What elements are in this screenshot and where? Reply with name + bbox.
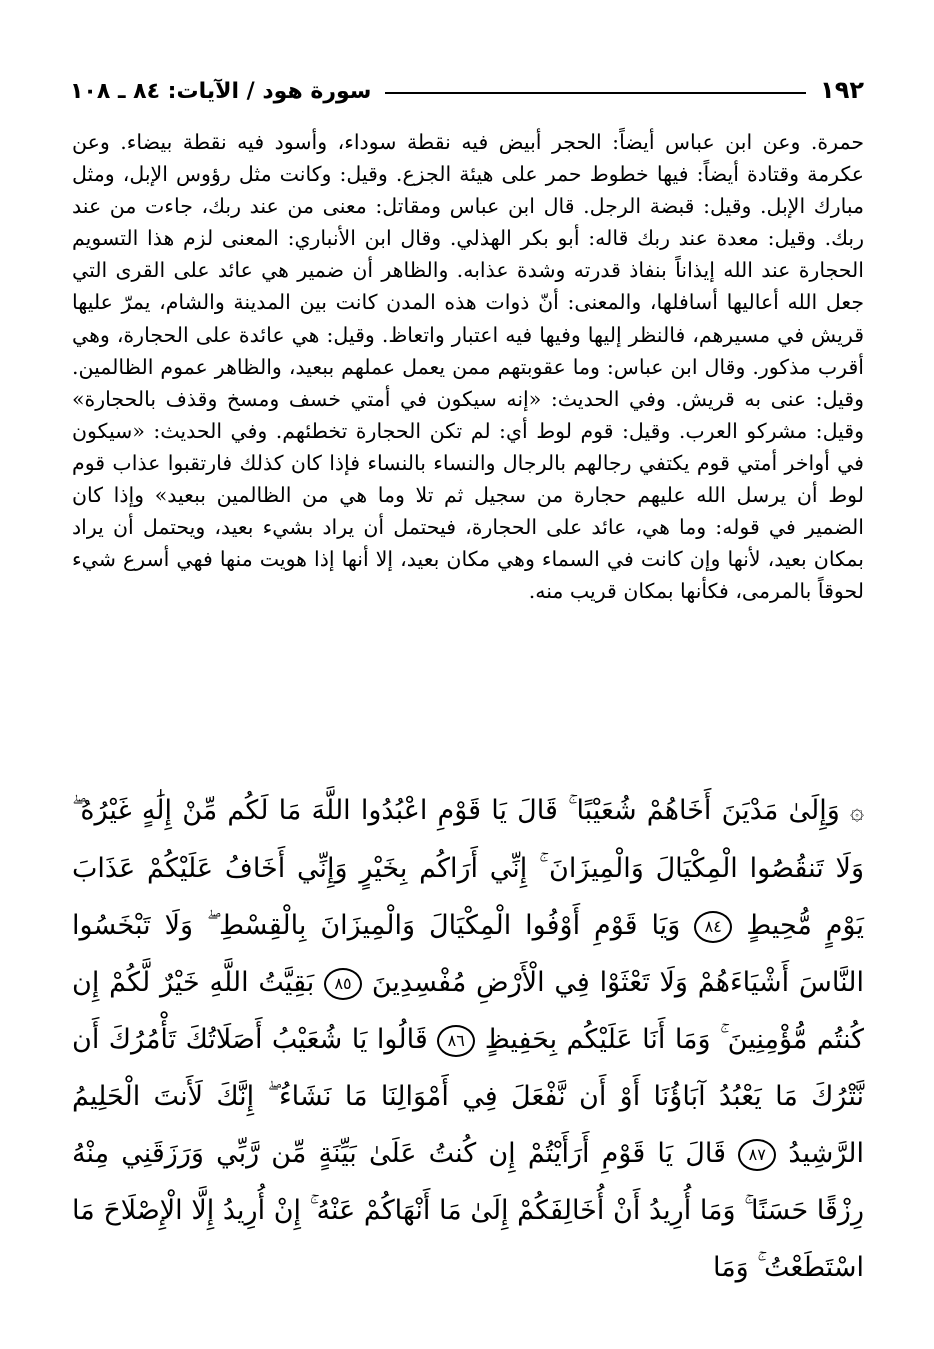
running-title: سورة هود / الآيات: ٨٤ ـ ١٠٨ — [70, 79, 372, 104]
verses-paragraph — [72, 782, 864, 1296]
verse-text: قَالَ يَا قَوْمِ أَرَأَيْتُمْ إِن كُنتُ عَلَىٰ بَيِّنَةٍ مِّن رَّبِّي وَرَزَقَنِي مِنْهُ رِزْقًا حَسَنًا ۚ وَمَا أُرِيدُ أَنْ أُخَالِفَكُمْ إِلَىٰ مَا أَنْهَاكُمْ عَنْهُ ۚ إِنْ أُرِيدُ إِلَّا الْإِصْلَاحَ مَا اسْتَطَعْتُ ۚ وَمَا — [72, 1138, 864, 1283]
commentary-text — [72, 126, 864, 607]
rub-el-hizb-icon: ۞ — [849, 797, 864, 825]
running-head — [70, 70, 864, 104]
verse-text: وَإِلَىٰ مَدْيَنَ أَخَاهُمْ شُعَيْبًا ۚ قَالَ يَا قَوْمِ اعْبُدُوا اللَّهَ مَا لَكُم مِّنْ إِلَٰهٍ غَيْرُهُ ۖ وَلَا تَنقُصُوا الْمِكْيَالَ وَالْمِيزَانَ ۚ إِنِّي أَرَاكُم بِخَيْرٍ وَإِنِّي أَخَافُ عَلَيْكُمْ عَذَابَ يَوْمٍ مُّحِيطٍ — [72, 795, 864, 941]
verse-text: وَيَا قَوْمِ أَوْفُوا الْمِكْيَالَ وَالْمِيزَانَ بِالْقِسْطِ ۖ وَلَا تَبْخَسُوا النَّاسَ أَشْيَاءَهُمْ وَلَا تَعْثَوْا فِي الْأَرْضِ مُفْسِدِينَ — [72, 910, 864, 998]
commentary-paragraph: حمرة. وعن ابن عباس أيضاً: الحجر أبيض فيه نقطة سوداء، وأسود فيه نقطة بيضاء. وعن عكرمة وقتادة أيضاً: فيها خطوط حمر على هيئة الجزع. وقيل: وكانت مثل رؤوس الإبل، ومثل مبارك الإبل. وقيل: قبضة الرجل. قال ابن عباس ومقاتل: معنى من عند ربك، جاءت من عند ربك. وقيل: معدة عند ربك قاله: أبو بكر الهذلي. وقال ابن الأنباري: المعنى لزم هذا التسويم الحجارة عند الله إيذاناً بنفاذ قدرته وشدة عذابه. والظاهر أن ضمير هي عائد على القرى التي جعل الله أعاليها أسافلها، والمعنى: أنّ ذوات هذه المدن كانت بين المدينة والشام، يمرّ عليها قريش في مسيرهم، فالنظر إليها وفيها فيه اعتبار واتعاظ. وقيل: هي عائدة على الحجارة، وهي أقرب مذكور. وقال ابن عباس: وما عقوبتهم ممن يعمل عملهم ببعيد، والظاهر عموم الظالمين. وقيل: عنى به قريش. وفي الحديث: «إنه سيكون في أمتي خسف ومسخ وقذف بالحجارة» وقيل: مشركو العرب. وقيل: قوم لوط أي: لم تكن الحجارة تخطئهم. وفي الحديث: «سيكون في أواخر أمتي قوم يكتفي رجالهم بالرجال والنساء بالنساء فإذا كان كذلك فارتقبوا عذاب قوم لوط أن يرسل الله عليهم حجارة من سجيل ثم تلا وما هي من الظالمين ببعيد» وإذا كان الضمير في قوله: وما هي، عائد على الحجارة، فيحتمل أن يراد بشيء بعيد، ويحتمل أن يراد بمكان بعيد، لأنها وإن كانت في السماء وهي مكان بعيد، إلا أنها إذا هويت منها فهي أسرع شيء لحوقاً بالمرمى، فكأنها بمكان قريب منه. — [72, 130, 865, 604]
verse-text: قَالُوا يَا شُعَيْبُ أَصَلَاتُكَ تَأْمُرُكَ أَن نَّتْرُكَ مَا يَعْبُدُ آبَاؤُنَا أَوْ أَن نَّفْعَلَ فِي أَمْوَالِنَا مَا نَشَاءُ ۖ إِنَّكَ لَأَنتَ الْحَلِيمُ الرَّشِيدُ — [72, 1024, 864, 1169]
verse-number-marker: ٨٧ — [738, 1139, 776, 1171]
verse-text: بَقِيَّتُ اللَّهِ خَيْرٌ لَّكُمْ إِن كُنتُم مُّؤْمِنِينَ ۚ وَمَا أَنَا عَلَيْكُم بِحَفِيظٍ — [72, 967, 864, 1055]
verse-number-marker: ٨٤ — [694, 911, 732, 943]
header-rule — [385, 92, 806, 94]
verse-number-marker: ٨٥ — [324, 968, 362, 1000]
verse-number-marker: ٨٦ — [437, 1025, 475, 1057]
quran-verses — [72, 782, 864, 1296]
page-number: ١٩٢ — [820, 76, 864, 104]
